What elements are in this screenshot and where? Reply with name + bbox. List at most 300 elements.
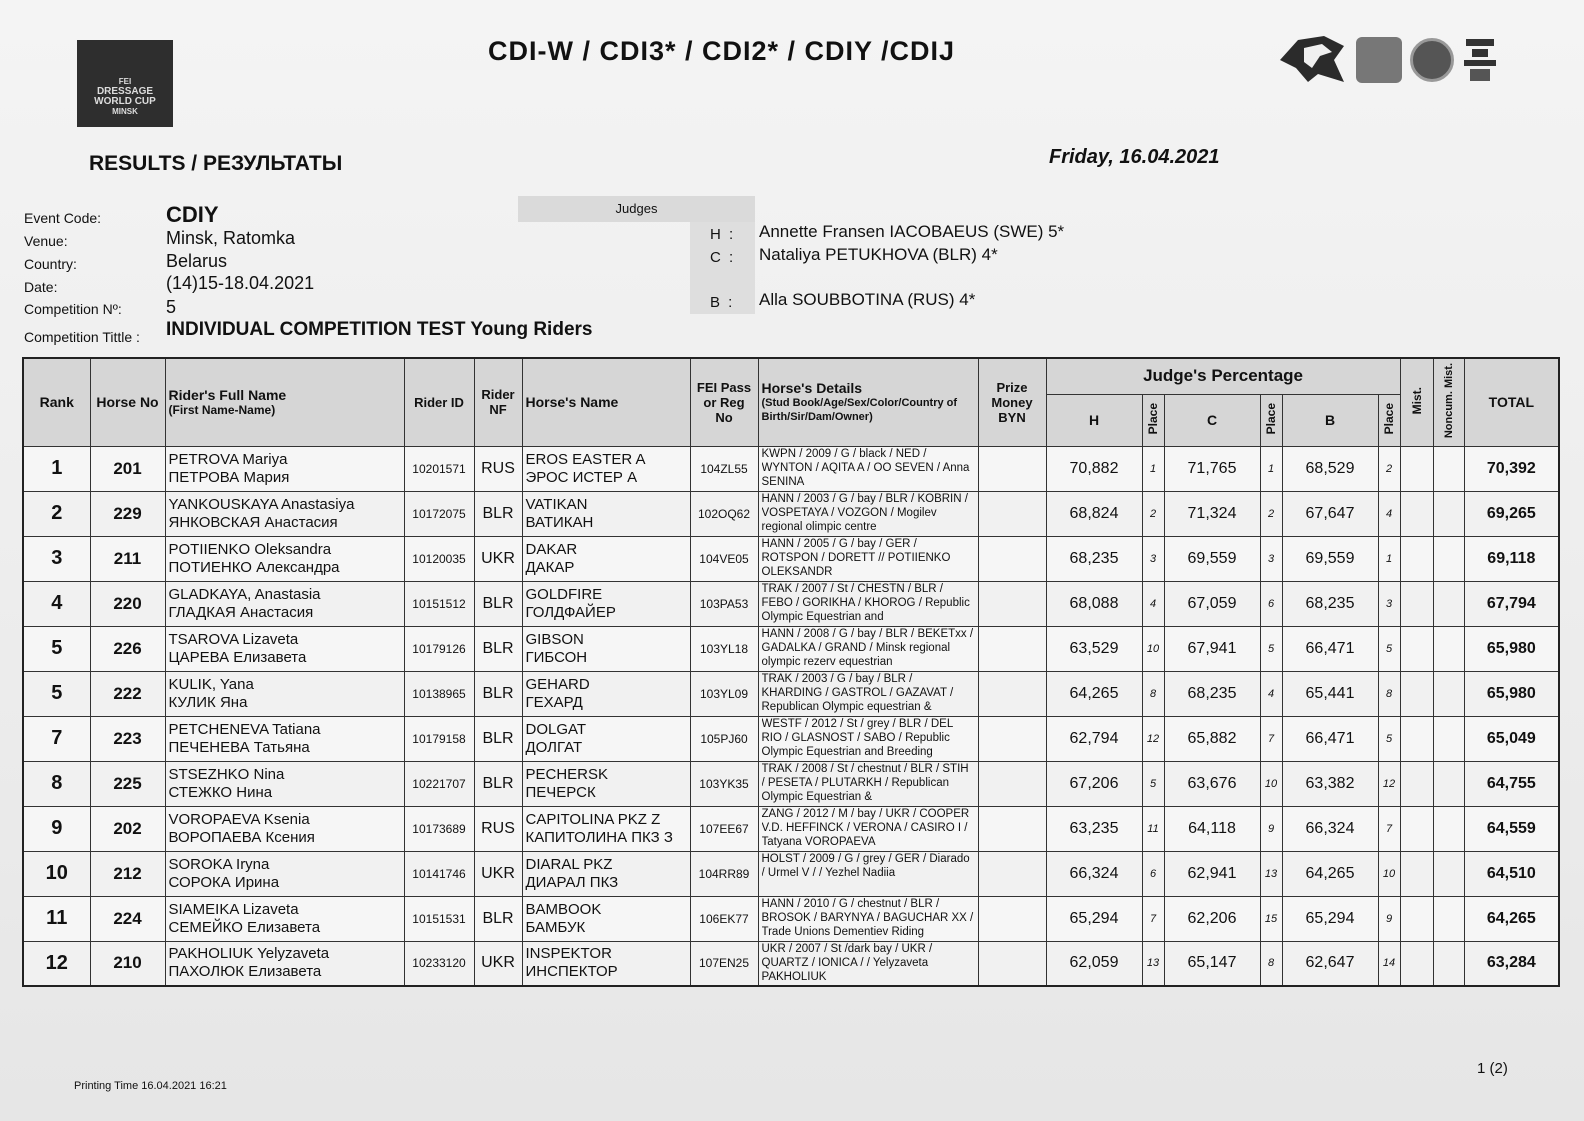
horse-name-cell [522,896,690,941]
horse-details-cell [758,446,978,491]
rider-name-cell [165,536,404,581]
rider-name-cell-line: КУЛИК Яна [168,693,248,711]
rank-cell: 5 [23,626,90,671]
judge-name: Annette Fransen IACOBAEUS (SWE) 5* [759,222,1065,241]
judge-b-place: 12 [1378,761,1400,806]
horse-details-cell [758,761,978,806]
horse-name-cell [522,671,690,716]
rider-name-cell-line: TSAROVA Lizaveta [168,630,299,648]
rider-name-subheader: (First Name-Name) [168,403,276,418]
judge-b-score: 65,294 [1282,896,1378,941]
horse-details-subheader: (Stud Book/Age/Sex/Color/Country of Birth/Sir/Dam/Owner) [761,397,958,424]
prize-money-cell [978,671,1046,716]
judge-position: B : [710,294,735,311]
rank-cell: 10 [23,851,90,896]
noncum-mist-cell [1433,446,1464,491]
rider-id-cell: 10138965 [404,671,474,716]
horse-name-cell-line: ЭРОС ИСТЕР А [525,468,638,486]
document-title: CDI-W / CDI3* / CDI2* / CDIY /CDIJ [488,36,956,66]
judge-h-score: 68,824 [1046,491,1142,536]
judge-h-place: 5 [1142,761,1164,806]
horse-details-text: HANN / 2010 / G / chestnut / BLR / BROSOK / BARYNYA / BAGUCHAR XX / Trade Unions Dementiev Riding [761,897,974,938]
judge-b-score: 64,265 [1282,851,1378,896]
judge-c-score: 67,059 [1164,581,1260,626]
judge-h-score: 64,265 [1046,671,1142,716]
table-row [23,896,1559,941]
noncum-mist-cell [1433,491,1464,536]
col-fei-pass: FEI Pass or Reg No [690,358,758,446]
judge-b-place: 1 [1378,536,1400,581]
rider-name-cell-line: PAKHOLIUK Yelyzaveta [168,945,330,963]
judge-c-place: 10 [1260,761,1282,806]
col-rider-nf: Rider NF [474,358,522,446]
judge-position: C : [710,249,736,266]
judge-h-score: 68,088 [1046,581,1142,626]
horse-name-cell [522,581,690,626]
rider-id-cell: 10173689 [404,806,474,851]
logo-line: DRESSAGE [96,86,154,97]
horse-details-text: TRAK / 2008 / St / chestnut / BLR / STIH / PESETA / PLUTARKH / Republican Olympic Equestrian & [761,762,969,803]
fei-pass-cell: 106EK77 [690,896,758,941]
judge-h-score: 65,294 [1046,896,1142,941]
horse-details-text: WESTF / 2012 / St / grey / BLR / DEL RIO / GLASNOST / SABO / Republic Olympic Equestrian and Breeding [761,717,953,758]
horse-details-cell [758,581,978,626]
col-rider-id: Rider ID [404,358,474,446]
judge-h-place: 4 [1142,581,1164,626]
rider-name-cell-line: ГЛАДКАЯ Анастасия [168,603,314,621]
rider-name-header: Rider's Full Name [168,387,287,404]
horse-name-cell-line: VATIKAN [525,495,588,513]
judge-h-score: 70,882 [1046,446,1142,491]
horse-details-cell [758,536,978,581]
judge-name: Alla SOUBBOTINA (RUS) 4* [759,290,976,309]
judge-c-score: 63,676 [1164,761,1260,806]
total-cell: 63,284 [1464,941,1559,986]
competition-title-label: Competition Tittle : [24,329,140,345]
mist-cell [1400,581,1433,626]
horse-details-cell [758,941,978,986]
horse-name-cell-line: GOLDFIRE [525,585,603,603]
printing-time: Printing Time 16.04.2021 16:21 [74,1080,227,1092]
table-row [23,626,1559,671]
judge-c-place: 13 [1260,851,1282,896]
table-row [23,536,1559,581]
total-cell: 64,510 [1464,851,1559,896]
noncum-mist-cell [1433,671,1464,716]
mist-cell [1400,896,1433,941]
rider-nf-cell: BLR [474,716,522,761]
judge-b-score: 69,559 [1282,536,1378,581]
rider-id-cell: 10179158 [404,716,474,761]
judge-c-place: 1 [1260,446,1282,491]
fei-pass-cell: 103PA53 [690,581,758,626]
fei-pass-cell: 105PJ60 [690,716,758,761]
results-heading: RESULTS / РЕЗУЛЬТАТЫ [89,152,343,175]
rider-name-cell-line: SOROKA Iryna [168,855,270,873]
judge-c-score: 65,147 [1164,941,1260,986]
prize-money-cell [978,536,1046,581]
col-judge-c: C [1164,394,1260,446]
judge-b-score: 62,647 [1282,941,1378,986]
event-code-label: Event Code: [24,210,102,226]
noncum-mist-cell [1433,761,1464,806]
prize-money-cell [978,491,1046,536]
judge-b-place: 5 [1378,626,1400,671]
mist-cell [1400,536,1433,581]
col-noncum-mist [1433,358,1464,446]
judge-c-place: 4 [1260,671,1282,716]
rider-name-cell [165,941,404,986]
judge-c-score: 68,235 [1164,671,1260,716]
country-label: Country: [24,256,77,272]
horse-name-cell-line: ГОЛДФАЙЕР [525,603,616,621]
place-header: Place [1264,402,1278,435]
horse-details-text: KWPN / 2009 / G / black / NED / WYNTON / AQITA A / OO SEVEN / Anna SENINA [761,447,970,488]
col-rank: Rank [23,358,90,446]
judge-b-place: 2 [1378,446,1400,491]
table-row [23,806,1559,851]
rider-name-cell-line: ВОРОПАЕВА Ксения [168,828,315,846]
fei-dressage-logo [77,40,173,127]
judge-b-place: 5 [1378,716,1400,761]
judge-b-score: 65,441 [1282,671,1378,716]
table-row [23,761,1559,806]
horse-details-cell [758,896,978,941]
results-table [22,357,1560,987]
total-cell: 67,794 [1464,581,1559,626]
rider-name-cell [165,806,404,851]
col-total: TOTAL [1464,358,1559,446]
horse-name-cell-line: DAKAR [525,540,578,558]
total-cell: 69,118 [1464,536,1559,581]
rider-name-cell [165,491,404,536]
rider-nf-cell: BLR [474,626,522,671]
horse-name-cell [522,491,690,536]
judge-b-place: 14 [1378,941,1400,986]
total-cell: 69,265 [1464,491,1559,536]
judge-h-place: 13 [1142,941,1164,986]
judge-h-place: 7 [1142,896,1164,941]
judge-h-place: 1 [1142,446,1164,491]
judge-c-place: 6 [1260,581,1282,626]
table-row [23,581,1559,626]
rank-cell: 9 [23,806,90,851]
judge-b-score: 63,382 [1282,761,1378,806]
mist-cell [1400,806,1433,851]
total-cell: 64,559 [1464,806,1559,851]
horse-no-cell: 211 [90,536,165,581]
judge-b-place: 4 [1378,491,1400,536]
total-cell: 65,049 [1464,716,1559,761]
judge-h-place: 6 [1142,851,1164,896]
rider-id-cell: 10172075 [404,491,474,536]
judge-name: Nataliya PETUKHOVA (BLR) 4* [759,245,998,264]
rider-name-cell [165,851,404,896]
mist-cell [1400,761,1433,806]
horse-details-cell [758,851,978,896]
rider-id-cell: 10151531 [404,896,474,941]
horse-name-cell-line: ИНСПЕКТОР [525,963,618,981]
rider-name-cell-line: ПЕТРОВА Мария [168,468,290,486]
judge-c-place: 9 [1260,806,1282,851]
logo-line: FEI [118,77,132,86]
prize-money-cell [978,941,1046,986]
prize-money-cell [978,581,1046,626]
rank-cell: 11 [23,896,90,941]
rider-id-cell: 10201571 [404,446,474,491]
prize-money-cell [978,626,1046,671]
horse-details-text: ZANG / 2012 / M / bay / UKR / COOPER V.D. HEFFINCK / VERONA / CASIRO I / Tatyana VOROPAEVA [761,807,970,848]
total-cell: 65,980 [1464,626,1559,671]
judge-b-place: 7 [1378,806,1400,851]
rider-name-cell-line: STSEZHKO Nina [168,765,285,783]
table-row [23,716,1559,761]
horse-details-text: TRAK / 2007 / St / CHESTN / BLR / FEBO / GORIKHA / KHOROG / Republic Olympic Equestrian and [761,582,970,623]
horse-details-cell [758,806,978,851]
rider-id-cell: 10179126 [404,626,474,671]
horse-no-cell: 201 [90,446,165,491]
table-row [23,851,1559,896]
logo-line: WORLD CUP [94,96,156,107]
rider-id-cell: 10221707 [404,761,474,806]
horse-name-cell [522,626,690,671]
horse-details-text: UKR / 2007 / St /dark bay / UKR / QUARTZ / IONICA / / Yelyzaveta PAKHOLIUK [761,942,933,983]
judge-b-score: 67,647 [1282,491,1378,536]
rider-name-cell-line: VOROPAEVA Ksenia [168,810,310,828]
judge-b-place: 10 [1378,851,1400,896]
judge-h-score: 67,206 [1046,761,1142,806]
horse-details-cell [758,716,978,761]
rider-name-cell-line: ПЕЧЕНЕВА Татьяна [168,738,310,756]
horse-name-cell-line: ПЕЧЕРСК [525,783,596,801]
horse-details-text: HANN / 2005 / G / bay / GER / ROTSPON / DORETT // POTIIENKO OLEKSANDR [761,537,951,578]
total-cell: 64,755 [1464,761,1559,806]
results-body [23,446,1559,986]
horse-no-cell: 222 [90,671,165,716]
horse-name-cell-line: ГИБСОН [525,648,588,666]
col-horse-name: Horse's Name [522,358,690,446]
competition-no-value: 5 [166,297,177,317]
noncum-mist-cell [1433,896,1464,941]
horse-name-cell-line: GIBSON [525,630,584,648]
rider-name-cell [165,896,404,941]
table-row [23,491,1559,536]
rider-nf-cell: UKR [474,851,522,896]
horse-details-cell [758,491,978,536]
fei-pass-cell: 107EE67 [690,806,758,851]
table-row [23,446,1559,491]
horse-name-cell-line: INSPEKTOR [525,945,612,963]
judge-b-place: 8 [1378,671,1400,716]
horse-name-cell [522,851,690,896]
table-row [23,941,1559,986]
horse-name-cell-line: ДИАРАЛ ПКЗ [525,873,619,891]
horse-no-cell: 226 [90,626,165,671]
rank-cell: 8 [23,761,90,806]
col-horse-details [758,358,978,446]
event-code-value: CDIY [166,202,219,227]
judge-c-place: 7 [1260,716,1282,761]
logo-line: MINSK [112,107,138,116]
rider-name-cell-line: СОРОКА Ирина [168,873,280,891]
col-judge-h: H [1046,394,1142,446]
mist-cell [1400,491,1433,536]
rider-nf-cell: BLR [474,761,522,806]
competition-title-value: INDIVIDUAL COMPETITION TEST Young Riders [166,319,593,340]
rank-cell: 5 [23,671,90,716]
col-place-b [1378,394,1400,446]
horse-name-cell-line: КАПИТОЛИНА ПКЗ З [525,828,673,846]
rider-id-cell: 10233120 [404,941,474,986]
prize-money-cell [978,896,1046,941]
horse-details-text: HOLST / 2009 / G / grey / GER / Diarado / Urmel V / / Yezhel Nadiia [761,852,970,879]
horse-details-cell [758,671,978,716]
mist-cell [1400,941,1433,986]
horse-name-cell-line: PECHERSK [525,765,609,783]
horse-name-cell [522,941,690,986]
horse-name-cell [522,761,690,806]
noncum-mist-cell [1433,626,1464,671]
rider-name-cell [165,761,404,806]
rank-cell: 7 [23,716,90,761]
place-header: Place [1382,402,1397,435]
rider-name-cell-line: PETROVA Mariya [168,450,288,468]
horse-no-cell: 225 [90,761,165,806]
noncum-mist-cell [1433,806,1464,851]
col-prize-money: Prize Money BYN [978,358,1046,446]
rank-cell: 1 [23,446,90,491]
judge-b-score: 68,235 [1282,581,1378,626]
rider-name-cell-line: GLADKAYA, Anastasia [168,585,321,603]
rider-name-cell-line: ПОТИЕНКО Александра [168,558,340,576]
judge-c-place: 15 [1260,896,1282,941]
horse-name-cell [522,806,690,851]
rider-name-cell-line: ЦАРЕВА Елизавета [168,648,307,666]
date-value: (14)15-18.04.2021 [166,273,315,293]
judge-b-place: 3 [1378,581,1400,626]
col-mist [1400,358,1433,446]
rider-id-cell: 10141746 [404,851,474,896]
horse-details-header: Horse's Details [761,380,863,397]
judge-c-score: 62,941 [1164,851,1260,896]
rider-name-cell [165,581,404,626]
horse-name-cell-line: BAMBOOK [525,900,602,918]
fei-pass-cell: 104ZL55 [690,446,758,491]
prize-money-cell [978,806,1046,851]
judge-c-place: 8 [1260,941,1282,986]
venue-label: Venue: [24,233,68,249]
mist-cell [1400,851,1433,896]
sponsor-logos [1278,34,1498,86]
horse-details-text: HANN / 2003 / G / bay / BLR / KOBRIN / VOSPETAYA / VOZGON / Mogilev regional olimpic centre [761,492,968,533]
judge-h-score: 63,529 [1046,626,1142,671]
mist-cell [1400,716,1433,761]
rider-name-cell-line: POTIIENKO Oleksandra [168,540,332,558]
date-label: Date: [24,279,58,295]
horse-name-cell-line: DOLGAT [525,720,587,738]
horse-name-cell [522,536,690,581]
judge-h-score: 66,324 [1046,851,1142,896]
fei-pass-cell: 103YL18 [690,626,758,671]
judge-c-score: 67,941 [1164,626,1260,671]
mist-cell [1400,446,1433,491]
judge-h-place: 12 [1142,716,1164,761]
venue-value: Minsk, Ratomka [166,228,296,248]
prize-money-cell [978,716,1046,761]
judge-h-place: 2 [1142,491,1164,536]
judge-h-place: 10 [1142,626,1164,671]
horse-name-cell-line: GEHARD [525,675,590,693]
horse-name-cell-line: ВАТИКАН [525,513,594,531]
noncum-header: Noncum. Mist. [1442,363,1455,439]
rider-name-cell-line: YANKOUSKAYA Anastasiya [168,495,355,513]
noncum-mist-cell [1433,941,1464,986]
fei-pass-cell: 104RR89 [690,851,758,896]
table-row [23,671,1559,716]
judge-c-score: 62,206 [1164,896,1260,941]
noncum-mist-cell [1433,536,1464,581]
rider-name-cell [165,716,404,761]
judges-percentage-header: Judge's Percentage [1046,358,1400,394]
rider-nf-cell: RUS [474,806,522,851]
judge-position: H : [710,226,736,243]
rider-nf-cell: BLR [474,581,522,626]
judge-h-score: 68,235 [1046,536,1142,581]
judge-b-score: 66,471 [1282,716,1378,761]
horse-name-cell-line: БАМБУК [525,918,586,936]
rider-name-cell-line: СТЕЖКО Нина [168,783,273,801]
judge-h-place: 11 [1142,806,1164,851]
judge-h-score: 63,235 [1046,806,1142,851]
horse-name-cell-line: ДОЛГАТ [525,738,583,756]
place-header: Place [1146,402,1160,435]
horse-name-cell-line: DIARAL PKZ [525,855,613,873]
rider-nf-cell: UKR [474,536,522,581]
judge-b-place: 9 [1378,896,1400,941]
horse-no-cell: 229 [90,491,165,536]
judge-b-score: 68,529 [1282,446,1378,491]
rider-name-cell-line: СЕМЕЙКО Елизавета [168,918,321,936]
mist-cell [1400,626,1433,671]
noncum-mist-cell [1433,716,1464,761]
horse-no-cell: 212 [90,851,165,896]
judge-h-score: 62,794 [1046,716,1142,761]
rider-nf-cell: UKR [474,941,522,986]
prize-money-cell [978,851,1046,896]
rider-id-cell: 10151512 [404,581,474,626]
judge-h-place: 3 [1142,536,1164,581]
judge-c-score: 64,118 [1164,806,1260,851]
judges-heading: Judges [518,196,755,222]
horse-name-cell-line: EROS EASTER A [525,450,646,468]
rider-name-cell-line: SIAMEIKA Lizaveta [168,900,299,918]
federation-badge-icon [1356,37,1402,83]
horse-head-logo-icon [1278,34,1348,86]
col-horse-no: Horse No [90,358,165,446]
judge-c-score: 69,559 [1164,536,1260,581]
rider-nf-cell: BLR [474,896,522,941]
fei-pass-cell: 107EN25 [690,941,758,986]
noncum-mist-cell [1433,581,1464,626]
rider-name-cell-line: ПАХОЛЮК Елизавета [168,963,322,981]
horse-name-cell-line: ДАКАР [525,558,575,576]
fei-pass-cell: 102OQ62 [690,491,758,536]
judge-c-score: 71,324 [1164,491,1260,536]
stacked-logo-icon [1462,37,1498,83]
horse-details-text: HANN / 2008 / G / bay / BLR / BEKETxx / GADALKA / GRAND / Minsk regional olympic rezerv equestrian [761,627,974,668]
club-emblem-icon [1410,38,1454,82]
judge-c-score: 65,882 [1164,716,1260,761]
